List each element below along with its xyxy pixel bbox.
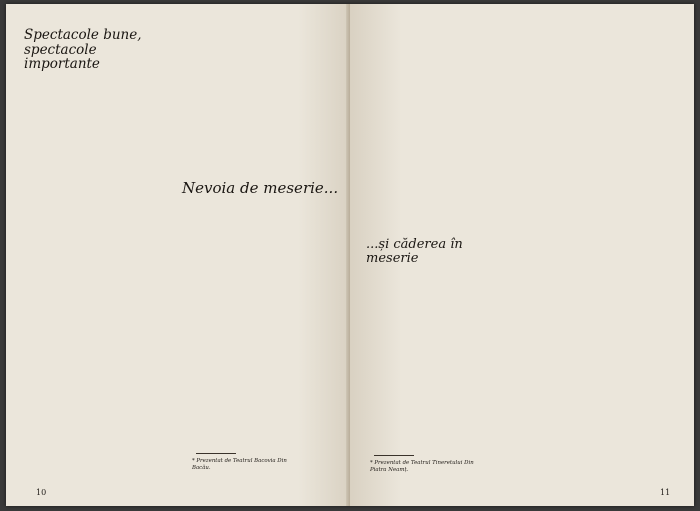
right-column-1-bottom [360,262,510,450]
page-number: 10 [36,488,47,497]
footnote: * Prezentat de Teatrul Tineretului Din Piatra Neamț. [370,460,474,473]
magazine-spread [6,4,694,506]
footnote-rule [196,453,236,454]
right-column-1-top [360,14,510,232]
footnote-rule [374,455,414,456]
left-column-2-bottom [182,204,332,442]
footnote: * Prezentat de Teatrul Bacovia Din Bacău. [192,458,287,471]
article-heading-caderea: ...și căderea în meserie [366,237,463,267]
article-heading-nevoia: Nevoia de meserie... [182,179,339,197]
left-page [6,4,350,506]
left-column-1 [24,64,172,459]
right-column-2 [522,14,672,484]
right-page [350,4,694,506]
article-heading-spectacole: Spectacole bune, spectacole importante [24,27,142,73]
page-number: 11 [660,488,671,497]
left-column-2-top [182,22,332,170]
